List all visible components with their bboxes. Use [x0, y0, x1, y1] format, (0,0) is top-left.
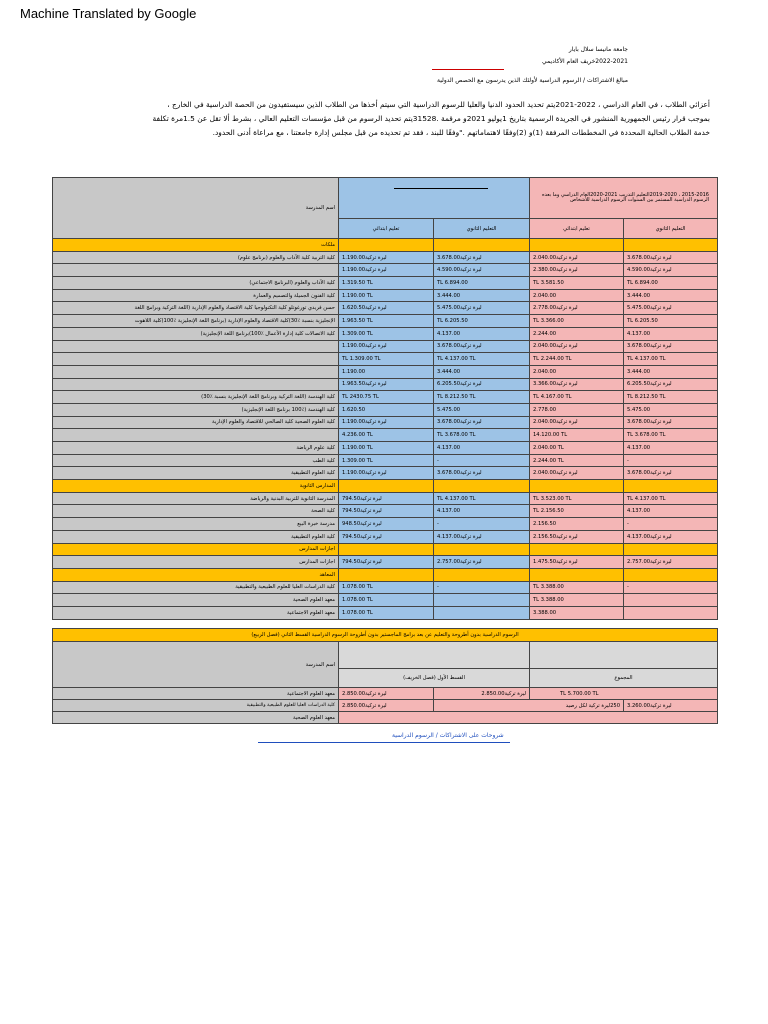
school-name-cell: كلية الفنون الجميلة والتصميم والعمارة: [53, 289, 339, 302]
old-primary-cell: 2.040.00ليرة تركية: [530, 467, 624, 480]
col-secondary-new: التعليم الثانوي: [434, 219, 530, 239]
school-name-cell: كلية العلوم التطبيقية: [53, 467, 339, 480]
old-secondary-cell: TL 6.205.50: [624, 315, 718, 328]
school-name-cell: كلية علوم الرياضة: [53, 442, 339, 455]
old-secondary-cell: 3.678.00ليرة تركية: [624, 416, 718, 429]
fees-table: [52, 177, 718, 620]
intro-paragraph: [70, 98, 710, 140]
old-secondary-cell: [624, 606, 718, 619]
new-primary-cell: 1.620.50: [339, 403, 434, 416]
new-secondary-cell: -: [434, 581, 530, 594]
table-row: [53, 353, 718, 366]
old-primary-cell: TL 2.156.50: [530, 505, 624, 518]
table-row: [53, 416, 718, 429]
old-secondary-cell: TL 4.137.00 TL: [624, 492, 718, 505]
new-primary-cell: 1.078.00 TL: [339, 581, 434, 594]
table-row: [53, 378, 718, 391]
non-thesis-fees-table: [52, 628, 718, 724]
new-secondary-cell: -: [434, 518, 530, 531]
old-secondary-cell: 3.444.00: [624, 365, 718, 378]
school-name-cell: كلية الطب: [53, 454, 339, 467]
old-secondary-cell: 4.137.00: [624, 327, 718, 340]
table-row: [53, 492, 718, 505]
new-secondary-cell: [434, 239, 530, 252]
intro-line: خدمة الطلاب الحالية المحددة في المخططات المرفقة (1)و (2)وفقًا لاهتماماتهم ."وفقًا للبند ، فقد تم تحديده من قبل مجلس إدارة جامعتنا ، مع مراعاة أدنى الحدود.: [212, 128, 710, 137]
old-primary-cell: 2.040.00: [530, 289, 624, 302]
old-primary-cell: 2.156.50: [530, 518, 624, 531]
col-total: المجموع: [530, 669, 718, 688]
new-secondary-cell: 4.137.00ليرة تركية: [434, 530, 530, 543]
table-row: [53, 454, 718, 467]
school-name-cell: كلية الدراسات العليا للعلوم الطبيعية والتطبيقية: [53, 581, 339, 594]
new-primary-cell: 4.236.00 TL: [339, 429, 434, 442]
new-secondary-cell: [434, 568, 530, 581]
school-name-cell: المعاهد: [53, 568, 339, 581]
new-secondary-cell: [434, 480, 530, 493]
old-secondary-cell: -: [624, 454, 718, 467]
table-row: [53, 505, 718, 518]
new-primary-cell: [339, 480, 434, 493]
school-name-cell: [53, 264, 339, 277]
intro-line: بموجب قرار رئيس الجمهورية المنشور في الجريدة الرسمية بتاريخ 1يوليو 2021و مرقمة .31528يتم تحديد الرسوم من قبل مؤسسات التعليم العالي ، بشرط ألا تقل عن 1.5مرة تكلفة: [152, 114, 710, 123]
section-row: [53, 568, 718, 581]
first-installment-cell: 2.850.00ليرة تركية: [339, 700, 434, 712]
school-name-cell: اجازات المدارس: [53, 556, 339, 569]
table-row: [53, 277, 718, 290]
blank-header: [530, 642, 718, 669]
old-secondary-cell: 4.590.00ليرة تركية: [624, 264, 718, 277]
second-installment-cell: 250ليرة تركية لكل رصيد: [434, 700, 624, 712]
blank-header: [339, 642, 530, 669]
new-primary-cell: 1.190.00 TL: [339, 442, 434, 455]
old-secondary-cell: 2.757.00ليرة تركية: [624, 556, 718, 569]
old-secondary-cell: 5.475.00: [624, 403, 718, 416]
continuing-fees-header: 2015-2016 ، 2019-2020التعليم التدريب 2021-2020العام الدراسي وما بعده الرسوم الدراسية المستمر بين السنوات الرسوم الدراسية للأشخاص: [530, 178, 718, 219]
old-secondary-cell: [624, 543, 718, 556]
old-secondary-cell: 5.475.00ليرة تركية: [624, 302, 718, 315]
old-secondary-cell: 4.137.00: [624, 505, 718, 518]
old-primary-cell: [530, 239, 624, 252]
school-name-header-2: اسم المدرسة: [53, 642, 339, 688]
old-primary-cell: 2.040.00ليرة تركية: [530, 340, 624, 353]
old-primary-cell: TL 3.581.50: [530, 277, 624, 290]
old-primary-cell: 2.040.00ليرة تركية: [530, 416, 624, 429]
table-row: [53, 594, 718, 607]
table-row: [53, 251, 718, 264]
new-secondary-cell: TL 8.212.50 TL: [434, 391, 530, 404]
new-primary-cell: 1.078.00 TL: [339, 594, 434, 607]
school-name-cell: كلية الهندسة (اللغة التركية وبرنامج اللغة الإنجليزية بنسبة ٪30): [53, 391, 339, 404]
new-secondary-cell: [434, 606, 530, 619]
table-row: [53, 518, 718, 531]
old-secondary-cell: 3.678.00ليرة تركية: [624, 251, 718, 264]
row-school-name: معهد العلوم الصحية: [53, 712, 339, 724]
total-cell: TL 5.700.00 TL: [530, 688, 718, 700]
old-secondary-cell: 3.444.00: [624, 289, 718, 302]
old-primary-cell: TL 3.366.00: [530, 315, 624, 328]
old-secondary-cell: -: [624, 581, 718, 594]
old-primary-cell: 2.040.00: [530, 365, 624, 378]
new-primary-cell: 794.50ليرة تركية: [339, 505, 434, 518]
school-name-cell: كلية الصحة: [53, 505, 339, 518]
new-secondary-cell: 3.678.00ليرة تركية: [434, 251, 530, 264]
new-secondary-cell: -: [434, 454, 530, 467]
school-name-cell: [53, 365, 339, 378]
school-name-cell: المدارس الثانوية: [53, 480, 339, 493]
table-row: [53, 606, 718, 619]
old-primary-cell: 3.366.00ليرة تركية: [530, 378, 624, 391]
new-primary-cell: 1.319.50 TL: [339, 277, 434, 290]
table-row: [53, 429, 718, 442]
new-secondary-cell: 6.205.50ليرة تركية: [434, 378, 530, 391]
old-primary-cell: TL 3.388.00: [530, 581, 624, 594]
school-name-cell: حسن فريدي تورغوتلو كلية التكنولوجيا كلية الاقتصاد والعلوم الإدارية (اللغة التركية وبرامج اللغة: [53, 302, 339, 315]
old-primary-cell: [530, 568, 624, 581]
new-primary-cell: 1.190.00ليرة تركية: [339, 264, 434, 277]
semester-line: 2022-2021خريف العام الأكاديمي: [542, 58, 628, 65]
old-primary-cell: 2.040.00 TL: [530, 442, 624, 455]
new-secondary-cell: 5.475.00: [434, 403, 530, 416]
new-primary-cell: [339, 543, 434, 556]
table-row: [53, 467, 718, 480]
first-installment-cell: 2.850.00ليرة تركية: [339, 688, 434, 700]
old-secondary-cell: [624, 239, 718, 252]
table-row: [53, 403, 718, 416]
old-primary-cell: 2.380.00ليرة تركية: [530, 264, 624, 277]
fees-explanation-link[interactable]: شروحات على الاشتراكات / الرسوم الدراسية: [392, 732, 504, 739]
new-primary-cell: 1.309.00 TL: [339, 327, 434, 340]
school-name-cell: [53, 353, 339, 366]
old-secondary-cell: [624, 480, 718, 493]
university-name: جامعة مانيسا سلال بايار: [568, 46, 628, 53]
non-thesis-title: الرسوم الدراسية بدون أطروحة والتعليم عن بعد برامج الماجستير بدون أطروحة الرسوم الدراسية القسط الثاني (فصل الربيع): [53, 629, 718, 642]
old-secondary-cell: 3.678.00ليرة تركية: [624, 340, 718, 353]
old-secondary-cell: 6.205.50ليرة تركية: [624, 378, 718, 391]
old-secondary-cell: 4.137.00ليرة تركية: [624, 530, 718, 543]
col-primary-old: تعليم ابتدائي: [530, 219, 624, 239]
old-primary-cell: 14.120.00 TL: [530, 429, 624, 442]
old-primary-cell: 1.475.50ليرة تركية: [530, 556, 624, 569]
table-row: [53, 556, 718, 569]
old-primary-cell: 2.156.50ليرة تركية: [530, 530, 624, 543]
table-row: [53, 581, 718, 594]
section-row: [53, 480, 718, 493]
new-primary-cell: 794.50ليرة تركية: [339, 492, 434, 505]
intro-line: أعزائي الطلاب ، في العام الدراسي ، 2022-2021يتم تحديد الحدود الدنيا والعليا للرسوم الدراسية التي سيتم أخذها من الطلاب الذين سيستفيدون من الحصة الدراسية في الخارج ،: [167, 100, 710, 109]
new-primary-cell: 1.078.00 TL: [339, 606, 434, 619]
old-primary-cell: 2.778.00: [530, 403, 624, 416]
table-row: [53, 302, 718, 315]
old-primary-cell: 2.244.00: [530, 327, 624, 340]
new-secondary-cell: 4.137.00: [434, 505, 530, 518]
section-row: [53, 239, 718, 252]
new-secondary-cell: 3.444.00: [434, 365, 530, 378]
school-name-cell: [53, 340, 339, 353]
new-primary-cell: 1.190.00ليرة تركية: [339, 467, 434, 480]
new-primary-cell: TL 1.309.00 TL: [339, 353, 434, 366]
new-primary-cell: TL 2430.75 TL: [339, 391, 434, 404]
school-name-cell: كلية التربية كلية الآداب والعلوم (برنامج علوم): [53, 251, 339, 264]
school-name-cell: المدرسة الثانوية للتربية البدنية والرياضة: [53, 492, 339, 505]
new-primary-cell: 1.309.00 TL: [339, 454, 434, 467]
old-primary-cell: 3.388.00: [530, 606, 624, 619]
new-secondary-cell: TL 4.137.00 TL: [434, 353, 530, 366]
new-primary-cell: 1.963.50ليرة تركية: [339, 378, 434, 391]
col-first-installment: القسط الأول (فصل الخريف): [339, 669, 530, 688]
new-primary-cell: [339, 239, 434, 252]
old-secondary-cell: -: [624, 518, 718, 531]
school-name-cell: كلية العلوم التطبيقية: [53, 530, 339, 543]
new-secondary-cell: TL 4.137.00 TL: [434, 492, 530, 505]
school-name-cell: معهد العلوم الاجتماعية: [53, 606, 339, 619]
new-primary-cell: 794.50ليرة تركية: [339, 556, 434, 569]
new-secondary-cell: [434, 543, 530, 556]
machine-translated-banner: Machine Translated by Google: [20, 6, 197, 21]
col-secondary-old: التعليم الثانوي: [624, 219, 718, 239]
old-secondary-cell: [624, 568, 718, 581]
new-secondary-cell: TL 6.205.50: [434, 315, 530, 328]
school-name-cell: كلية الآداب والعلوم (البرنامج الاجتماعي): [53, 277, 339, 290]
new-primary-cell: 1.963.50 TL: [339, 315, 434, 328]
school-name-cell: [53, 378, 339, 391]
old-primary-cell: TL 3.523.00 TL: [530, 492, 624, 505]
col-primary-new: تعليم ابتدائي: [339, 219, 434, 239]
old-primary-cell: 2.244.00 TL: [530, 454, 624, 467]
school-name-cell: اجازات المدارس: [53, 543, 339, 556]
table-row: [53, 391, 718, 404]
current-fees-header: [339, 178, 530, 219]
new-secondary-cell: TL 3.678.00 TL: [434, 429, 530, 442]
total-cell: 3.260.00ليرة تركية: [624, 700, 718, 712]
old-secondary-cell: 3.678.00ليرة تركية: [624, 467, 718, 480]
section-row: [53, 543, 718, 556]
old-secondary-cell: [624, 594, 718, 607]
empty-cell: [339, 712, 718, 724]
school-name-cell: كلية الاتصالات كلية إدارة الأعمال ٪100)برنامج اللغة الإنجليزية): [53, 327, 339, 340]
old-primary-cell: [530, 480, 624, 493]
old-primary-cell: [530, 543, 624, 556]
new-secondary-cell: TL 6.894.00: [434, 277, 530, 290]
fees-title: مبالغ الاشتراكات / الرسوم الدراسية لأولئك الذين يدرسون مع الحصص الدولية: [437, 77, 628, 84]
old-primary-cell: TL 4.167.00 TL: [530, 391, 624, 404]
new-primary-cell: [339, 568, 434, 581]
new-secondary-cell: 5.475.00ليرة تركية: [434, 302, 530, 315]
footer-underline: [258, 742, 510, 743]
table-row: [53, 365, 718, 378]
new-secondary-cell: 4.590.00ليرة تركية: [434, 264, 530, 277]
new-secondary-cell: 3.678.00ليرة تركية: [434, 467, 530, 480]
new-primary-cell: 948.50ليرة تركية: [339, 518, 434, 531]
new-secondary-cell: 4.137.00: [434, 327, 530, 340]
old-secondary-cell: TL 8.212.50 TL: [624, 391, 718, 404]
school-name-cell: الإنجليزية بنسبة ٪30)كلية الاقتصاد والعلوم الإدارية (برنامج اللغة الإنجليزية ٪100)كلية اللاهوت: [53, 315, 339, 328]
school-name-cell: معهد العلوم الصحية: [53, 594, 339, 607]
new-secondary-cell: 2.757.00ليرة تركية: [434, 556, 530, 569]
table-row: [53, 340, 718, 353]
table-row: [53, 530, 718, 543]
new-primary-cell: 1.190.00ليرة تركية: [339, 340, 434, 353]
old-secondary-cell: TL 3.678.00 TL: [624, 429, 718, 442]
old-secondary-cell: TL 4.137.00 TL: [624, 353, 718, 366]
table-row: [53, 289, 718, 302]
row-school-name: معهد العلوم الاجتماعية: [53, 688, 339, 700]
old-primary-cell: TL 3.388.00: [530, 594, 624, 607]
school-name-header: اسم المدرسة: [53, 178, 339, 239]
old-primary-cell: TL 2.244.00 TL: [530, 353, 624, 366]
school-name-cell: كلية العلوم الصحية كلية الصالحي للاقتصاد والعلوم الإدارية: [53, 416, 339, 429]
table-row: [53, 315, 718, 328]
new-primary-cell: 1.620.50ليرة تركية: [339, 302, 434, 315]
table-row: [53, 327, 718, 340]
new-secondary-cell: 3.678.00ليرة تركية: [434, 416, 530, 429]
old-secondary-cell: 4.137.00: [624, 442, 718, 455]
red-underline: [432, 69, 504, 70]
second-installment-cell: 2.850.00ليرة تركية: [434, 688, 530, 700]
row-school-name: كلية الدراسات العليا للعلوم الطبيعية والتطبيقية: [53, 700, 339, 712]
school-name-cell: كلية الهندسة (٪100 برنامج اللغة الإنجليزية): [53, 403, 339, 416]
new-secondary-cell: 3.678.00ليرة تركية: [434, 340, 530, 353]
table-row: [53, 442, 718, 455]
new-secondary-cell: [434, 594, 530, 607]
new-primary-cell: 1.190.00 TL: [339, 289, 434, 302]
new-secondary-cell: 3.444.00: [434, 289, 530, 302]
school-name-cell: ملكات: [53, 239, 339, 252]
new-primary-cell: 1.190.00ليرة تركية: [339, 251, 434, 264]
new-primary-cell: 1.190.00ليرة تركية: [339, 416, 434, 429]
old-secondary-cell: TL 6.894.00: [624, 277, 718, 290]
new-primary-cell: 1.190.00: [339, 365, 434, 378]
new-primary-cell: 794.50ليرة تركية: [339, 530, 434, 543]
table-row: [53, 264, 718, 277]
school-name-cell: مدرسة خبرة البيع: [53, 518, 339, 531]
old-primary-cell: 2.040.00ليرة تركية: [530, 251, 624, 264]
new-secondary-cell: 4.137.00: [434, 442, 530, 455]
old-primary-cell: 2.778.00ليرة تركية: [530, 302, 624, 315]
school-name-cell: [53, 429, 339, 442]
